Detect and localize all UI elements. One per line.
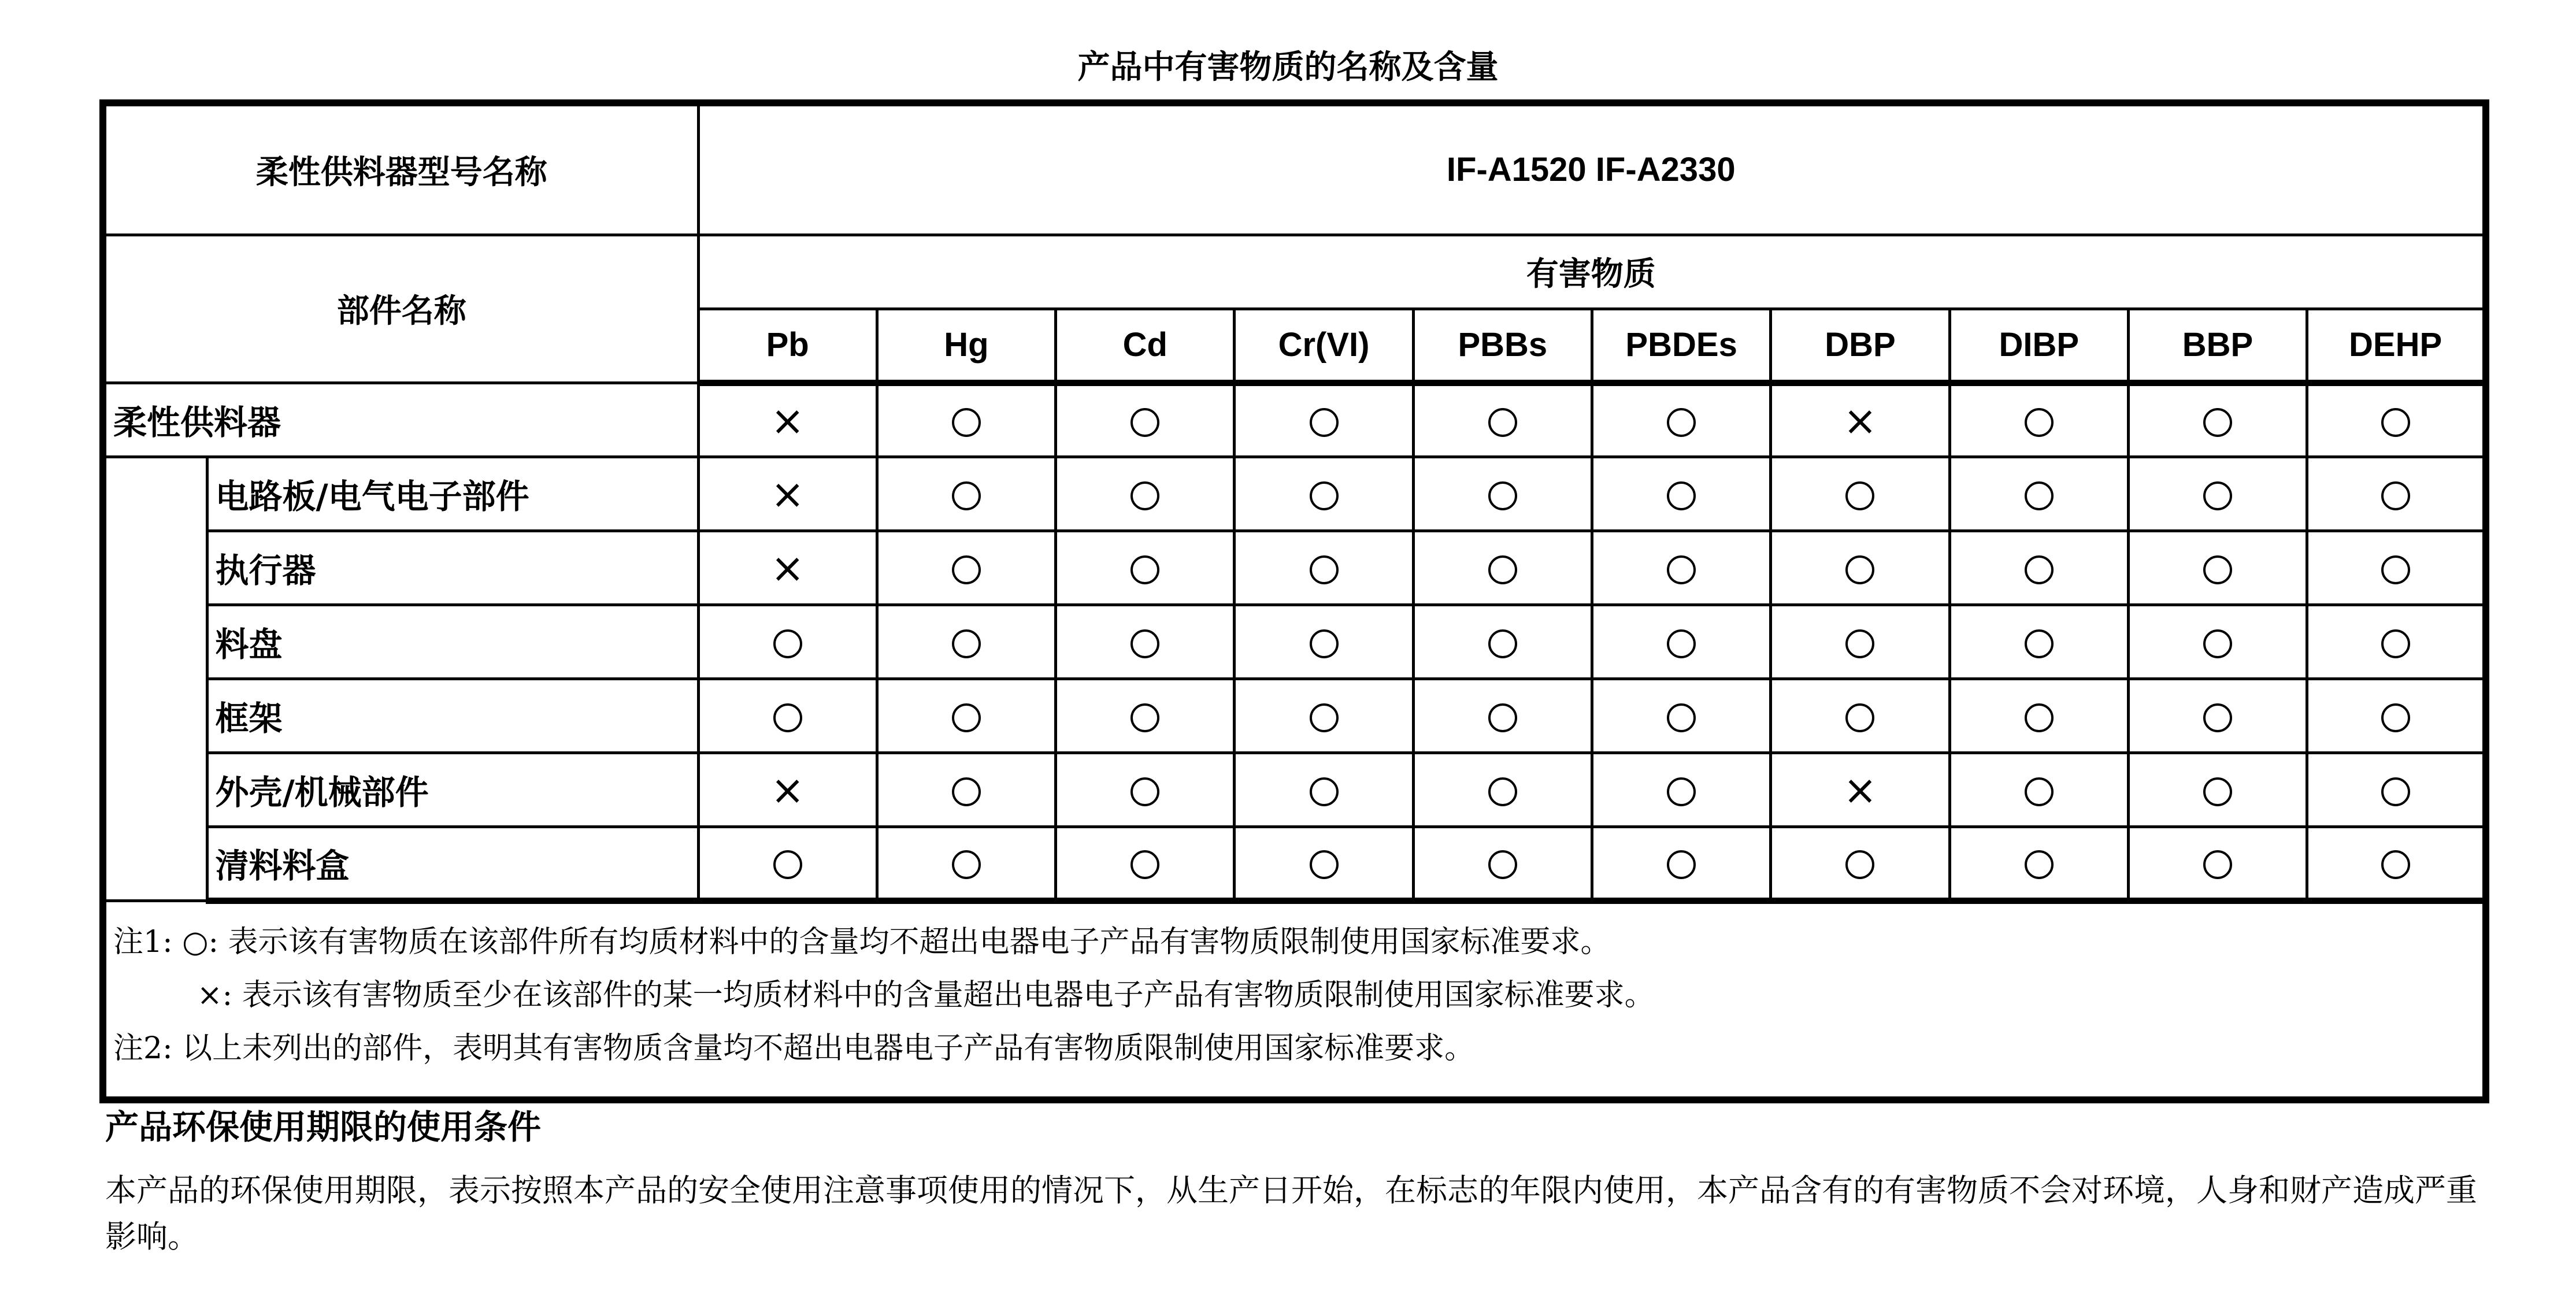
substance-value-cell: [1949, 457, 2128, 531]
compliant-circle-mark: [1310, 777, 1339, 806]
substance-value-cell: [698, 383, 877, 457]
substance-value-cell: [2128, 383, 2307, 457]
compliant-circle-mark: [1488, 481, 1517, 510]
part-name-cell: 柔性供料器: [103, 383, 698, 457]
compliant-circle-mark: [1310, 850, 1339, 879]
substance-value-cell: [2307, 605, 2486, 679]
table-row: [103, 753, 2486, 827]
substance-value-cell: [1056, 827, 1235, 900]
substance-value-cell: [1413, 679, 1592, 753]
substance-value-cell: [2128, 531, 2307, 605]
compliant-circle-mark: [1667, 555, 1696, 584]
substance-value-cell: [2128, 679, 2307, 753]
substance-value-cell: [1592, 827, 1770, 900]
substance-value-cell: [1771, 605, 1949, 679]
substance-value-cell: [698, 457, 877, 531]
compliant-circle-mark: [1488, 408, 1517, 437]
subpart-name-cell: 料盘: [207, 605, 698, 679]
compliant-circle-mark: [2381, 408, 2410, 437]
substance-value-cell: [1592, 457, 1770, 531]
substance-value-cell: [1056, 605, 1235, 679]
compliant-circle-mark: [2025, 777, 2054, 806]
env-period-heading: 产品环保使用期限的使用条件: [105, 1107, 542, 1147]
substance-value-cell: [1235, 679, 1413, 753]
subpart-name-cell: 电路板/电气电子部件: [207, 457, 698, 531]
exceeds-cross-mark: ×: [770, 544, 805, 592]
env-period-text: 本产品的环保使用期限，表示按照本产品的安全使用注意事项使用的情况下，从生产日开始，在标志的年限内使用，本产品含有的有害物质不会对环境，人身和财产造成严重影响。: [105, 1172, 2477, 1255]
compliant-circle-mark: [1667, 408, 1696, 437]
substance-value-cell: [1771, 753, 1949, 827]
substance-value-cell: [1592, 605, 1770, 679]
substance-value-cell: [2307, 679, 2486, 753]
substance-value-cell: [1413, 383, 1592, 457]
compliant-circle-mark: [773, 850, 802, 879]
compliant-circle-mark: [1310, 629, 1339, 658]
exceeds-cross-mark: ×: [1843, 397, 1877, 445]
substance-value-cell: [1413, 827, 1592, 900]
compliant-circle-mark: [2381, 555, 2410, 584]
compliant-circle-mark: [1488, 777, 1517, 806]
substance-header-cell: Cr(VI): [1235, 309, 1413, 383]
exceeds-cross-mark: ×: [1843, 766, 1877, 814]
substance-value-cell: [2307, 457, 2486, 531]
substance-value-cell: [698, 753, 877, 827]
substance-value-cell: [1235, 383, 1413, 457]
compliant-circle-mark: [2203, 481, 2232, 510]
compliant-circle-mark: [1845, 629, 1874, 658]
substance-value-cell: [1592, 679, 1770, 753]
compliant-circle-mark: [1845, 703, 1874, 732]
substance-value-cell: [2128, 753, 2307, 827]
compliant-circle-mark: [952, 555, 981, 584]
substance-header-cell: Hg: [877, 309, 1055, 383]
compliant-circle-mark: [952, 629, 981, 658]
compliant-circle-mark: [2203, 703, 2232, 732]
compliant-circle-mark: [1131, 481, 1159, 510]
compliant-circle-mark: [773, 629, 802, 658]
substance-value-cell: [2307, 827, 2486, 900]
substance-value-cell: [1949, 383, 2128, 457]
compliant-circle-mark: [2381, 703, 2410, 732]
substance-header-cell: PBDEs: [1592, 309, 1770, 383]
substance-value-cell: [1413, 753, 1592, 827]
substance-value-cell: [1235, 531, 1413, 605]
compliant-circle-mark: [1845, 555, 1874, 584]
substance-value-cell: [877, 457, 1055, 531]
hazardous-substances-table: [99, 99, 2489, 1103]
substance-header-cell: PBBs: [1413, 309, 1592, 383]
substance-value-cell: [1949, 827, 2128, 900]
compliant-circle-mark: [2203, 850, 2232, 879]
substance-value-cell: [1771, 531, 1949, 605]
exceeds-cross-mark: ×: [770, 470, 805, 518]
substance-value-cell: [1413, 531, 1592, 605]
substance-header-cell: DEHP: [2307, 309, 2486, 383]
substance-value-cell: [1235, 457, 1413, 531]
subpart-name-cell: 框架: [207, 679, 698, 753]
substance-value-cell: [2128, 457, 2307, 531]
compliant-circle-mark: [1667, 481, 1696, 510]
compliant-circle-mark: [1310, 408, 1339, 437]
substance-header-cell: Cd: [1056, 309, 1235, 383]
model-name-header: 柔性供料器型号名称: [103, 103, 698, 235]
substance-value-cell: [1592, 383, 1770, 457]
compliant-circle-mark: [2381, 850, 2410, 879]
compliant-circle-mark: [952, 777, 981, 806]
table-row: [103, 531, 2486, 605]
substance-value-cell: [1056, 531, 1235, 605]
compliant-circle-mark: [1310, 555, 1339, 584]
substance-value-cell: [877, 679, 1055, 753]
compliant-circle-mark: [1131, 850, 1159, 879]
compliant-circle-mark: [1131, 777, 1159, 806]
compliant-circle-mark: [1488, 555, 1517, 584]
substance-value-cell: [1056, 679, 1235, 753]
substance-value-cell: [2128, 827, 2307, 900]
substance-header-cell: BBP: [2128, 309, 2307, 383]
compliant-circle-mark: [1667, 703, 1696, 732]
substance-value-cell: [877, 531, 1055, 605]
substance-value-cell: [1949, 753, 2128, 827]
compliant-circle-mark: [2203, 777, 2232, 806]
substance-value-cell: [1949, 531, 2128, 605]
compliant-circle-mark: [1131, 408, 1159, 437]
compliant-circle-mark: [1488, 703, 1517, 732]
substance-header-cell: Pb: [698, 309, 877, 383]
substance-value-cell: [1592, 753, 1770, 827]
substance-value-cell: [1771, 679, 1949, 753]
model-name-value: IF-A1520 IF-A2330: [698, 103, 2486, 235]
compliant-circle-mark: [2381, 481, 2410, 510]
substance-value-cell: [698, 679, 877, 753]
compliant-circle-mark: [2203, 629, 2232, 658]
substance-value-cell: [1771, 383, 1949, 457]
note-line: 注2: 以上未列出的部件，表明其有害物质含量均不超出电器电子产品有害物质限制使用国家标准要求。: [113, 1031, 1475, 1066]
substance-value-cell: [2307, 753, 2486, 827]
compliant-circle-mark: [2381, 777, 2410, 806]
compliant-circle-mark: [1667, 629, 1696, 658]
table-row: [103, 457, 2486, 531]
substance-value-cell: [1771, 457, 1949, 531]
substance-value-cell: [1949, 605, 2128, 679]
substance-value-cell: [877, 827, 1055, 900]
substance-value-cell: [2307, 383, 2486, 457]
compliant-circle-mark: [1488, 629, 1517, 658]
compliant-circle-mark: [1131, 555, 1159, 584]
substance-value-cell: [698, 605, 877, 679]
substance-value-cell: [1413, 457, 1592, 531]
notes-row: [103, 900, 2486, 1100]
compliant-circle-mark: [2025, 408, 2054, 437]
compliant-circle-mark: [1131, 629, 1159, 658]
table-row: [103, 605, 2486, 679]
substance-value-cell: [2128, 605, 2307, 679]
page-title: 产品中有害物质的名称及含量: [1077, 49, 1499, 86]
substance-value-cell: [1413, 605, 1592, 679]
table-row: [103, 383, 2486, 457]
substance-value-cell: [877, 753, 1055, 827]
compliant-circle-mark: [1310, 703, 1339, 732]
compliant-circle-mark: [952, 850, 981, 879]
substance-value-cell: [698, 531, 877, 605]
substance-value-cell: [1592, 531, 1770, 605]
substance-value-cell: [1235, 827, 1413, 900]
compliant-circle-mark: [952, 481, 981, 510]
compliant-circle-mark: [1667, 850, 1696, 879]
compliant-circle-mark: [1845, 850, 1874, 879]
part-name-header: 部件名称: [103, 235, 698, 383]
substance-header-cell: DBP: [1771, 309, 1949, 383]
compliant-circle-mark: [952, 703, 981, 732]
exceeds-cross-mark: ×: [770, 397, 805, 445]
subpart-indent-cell: [103, 457, 207, 900]
subpart-name-cell: 外壳/机械部件: [207, 753, 698, 827]
compliant-circle-mark: [2203, 555, 2232, 584]
substance-value-cell: [698, 827, 877, 900]
substance-value-cell: [1056, 753, 1235, 827]
notes-cell: [103, 900, 2486, 1100]
table-row: [103, 827, 2486, 900]
compliant-circle-mark: [1488, 850, 1517, 879]
compliant-circle-mark: [1667, 777, 1696, 806]
substance-value-cell: [1235, 753, 1413, 827]
substance-header-cell: DIBP: [1949, 309, 2128, 383]
compliant-circle-mark: [773, 703, 802, 732]
substance-value-cell: [877, 605, 1055, 679]
compliant-circle-mark: [2025, 481, 2054, 510]
compliant-circle-mark: [1131, 703, 1159, 732]
compliant-circle-mark: [1845, 481, 1874, 510]
compliant-circle-mark: [2025, 629, 2054, 658]
substance-value-cell: [877, 383, 1055, 457]
subpart-name-cell: 执行器: [207, 531, 698, 605]
table-row: [103, 679, 2486, 753]
exceeds-cross-mark: ×: [770, 766, 805, 814]
compliant-circle-mark: [2025, 850, 2054, 879]
compliant-circle-mark: [2203, 408, 2232, 437]
substance-value-cell: [1771, 827, 1949, 900]
substance-value-cell: [1235, 605, 1413, 679]
substance-value-cell: [1056, 383, 1235, 457]
substance-value-cell: [2307, 531, 2486, 605]
substance-value-cell: [1056, 457, 1235, 531]
compliant-circle-mark: [1310, 481, 1339, 510]
compliant-circle-mark: [2025, 703, 2054, 732]
note-line: ×: 表示该有害物质至少在该部件的某一均质材料中的含量超出电器电子产品有害物质限制使用国家标准要求。: [197, 977, 1655, 1013]
compliant-circle-mark: [2381, 629, 2410, 658]
subpart-name-cell: 清料料盒: [207, 827, 698, 900]
hazardous-substance-header: 有害物质: [698, 235, 2486, 309]
compliant-circle-mark: [952, 408, 981, 437]
note-line: 注1: ○: 表示该有害物质在该部件所有均质材料中的含量均不超出电器电子产品有害物质限制使用国家标准要求。: [113, 924, 1611, 959]
compliant-circle-mark: [2025, 555, 2054, 584]
substance-value-cell: [1949, 679, 2128, 753]
